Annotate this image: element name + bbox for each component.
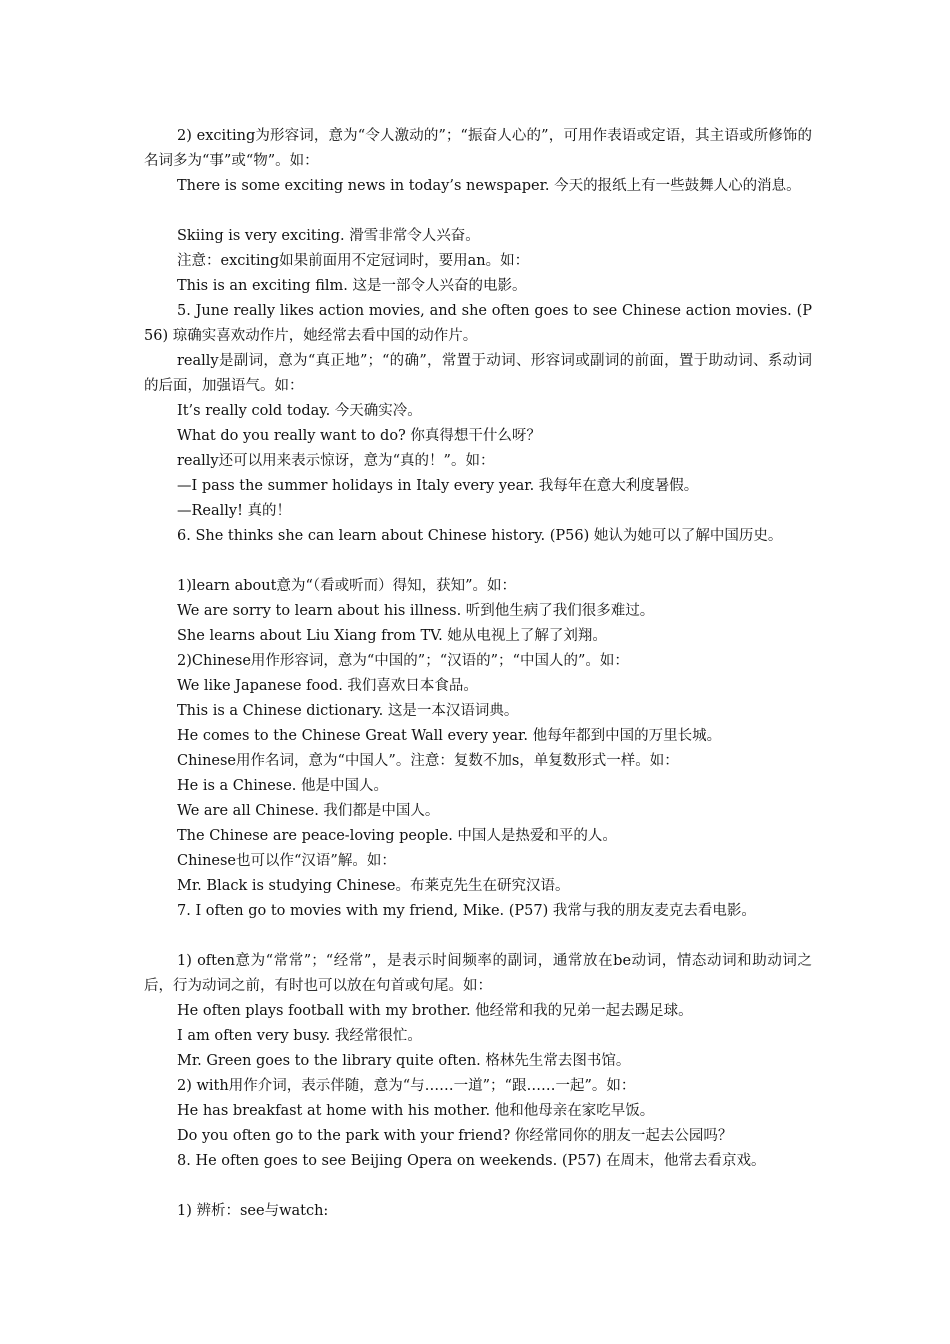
paragraph: Skiing is very exciting. 滑雪非常令人兴奋。: [177, 228, 480, 244]
paragraph: Mr. Green goes to the library quite often. 格林先生常去图书馆。: [177, 1053, 631, 1069]
paragraph: Do you often go to the park with your friend? 你经常同你的朋友一起去公园吗？: [177, 1128, 733, 1144]
paragraph: 2)Chinese用作形容词，意为“中国的”；“汉语的”；“中国人的”。如：: [177, 653, 629, 669]
paragraph: I am often very busy. 我经常很忙。: [177, 1028, 422, 1044]
paragraph: 1)learn about意为“（看或听而）得知，获知”。如：: [177, 578, 517, 594]
paragraph: There is some exciting news in today’s newspaper. 今天的报纸上有一些鼓舞人心的消息。: [177, 178, 801, 194]
paragraph: This is a Chinese dictionary. 这是一本汉语词典。: [177, 703, 519, 719]
paragraph: Chinese也可以作“汉语”解。如：: [177, 853, 396, 869]
paragraph: It’s really cold today. 今天确实冷。: [177, 403, 422, 419]
paragraph: 5. June really likes action movies, and she often goes to see Chinese action movies. (P56) 琼确实喜欢动作片，她经常去看中国的动作片。: [144, 303, 812, 344]
paragraph: 7. I often go to movies with my friend, Mike. (P57) 我常与我的朋友麦克去看电影。: [177, 903, 756, 919]
paragraph: We are sorry to learn about his illness. 听到他生病了我们很多难过。: [177, 603, 655, 619]
paragraph: Chinese用作名词，意为“中国人”。注意：复数不加s，单复数形式一样。如：: [177, 753, 679, 769]
paragraph: He often plays football with my brother. 他经常和我的兄弟一起去踢足球。: [177, 1003, 693, 1019]
paragraph: 2) with用作介词，表示伴随，意为“与……一道”；“跟……一起”。如：: [177, 1078, 636, 1094]
paragraph: —Really! 真的！: [177, 503, 292, 519]
paragraph: 1) often意为“常常”；“经常”，是表示时间频率的副词，通常放在be动词，情态动词和助动词之后，行为动词之前，有时也可以放在句首或句尾。如：: [144, 953, 812, 994]
paragraph: —I pass the summer holidays in Italy every year. 我每年在意大利度暑假。: [177, 478, 699, 494]
paragraph: Mr. Black is studying Chinese。布莱克先生在研究汉语。: [177, 878, 570, 894]
paragraph: We are all Chinese. 我们都是中国人。: [177, 803, 440, 819]
paragraph: 6. She thinks she can learn about Chinese history. (P56) 她认为她可以了解中国历史。: [177, 528, 783, 544]
document-page: [144, 124, 812, 1224]
paragraph: He comes to the Chinese Great Wall every year. 他每年都到中国的万里长城。: [177, 728, 722, 744]
paragraph: He is a Chinese. 他是中国人。: [177, 778, 389, 794]
paragraph: 1) 辨析：see与watch:: [177, 1203, 329, 1219]
paragraph: really是副词，意为“真正地”；“的确”，常置于动词、形容词或副词的前面，置于助动词、系动词的后面，加强语气。如：: [144, 353, 812, 394]
paragraph: 2) exciting为形容词，意为“令人激动的”；“振奋人心的”，可用作表语或定语，其主语或所修饰的名词多为“事”或“物”。如：: [144, 128, 812, 169]
paragraph: 8. He often goes to see Beijing Opera on weekends. (P57) 在周末，他常去看京戏。: [177, 1153, 766, 1169]
paragraph: We like Japanese food. 我们喜欢日本食品。: [177, 678, 478, 694]
paragraph: She learns about Liu Xiang from TV. 她从电视上了解了刘翔。: [177, 628, 607, 644]
paragraph: really还可以用来表示惊讶，意为“真的！”。如：: [177, 453, 495, 469]
paragraph: 注意：exciting如果前面用不定冠词时，要用an。如：: [177, 253, 530, 269]
paragraph: What do you really want to do? 你真得想干什么呀？: [177, 428, 541, 444]
paragraph: He has breakfast at home with his mother. 他和他母亲在家吃早饭。: [177, 1103, 655, 1119]
paragraph: The Chinese are peace-loving people. 中国人是热爱和平的人。: [177, 828, 617, 844]
paragraph: This is an exciting film. 这是一部令人兴奋的电影。: [177, 278, 527, 294]
